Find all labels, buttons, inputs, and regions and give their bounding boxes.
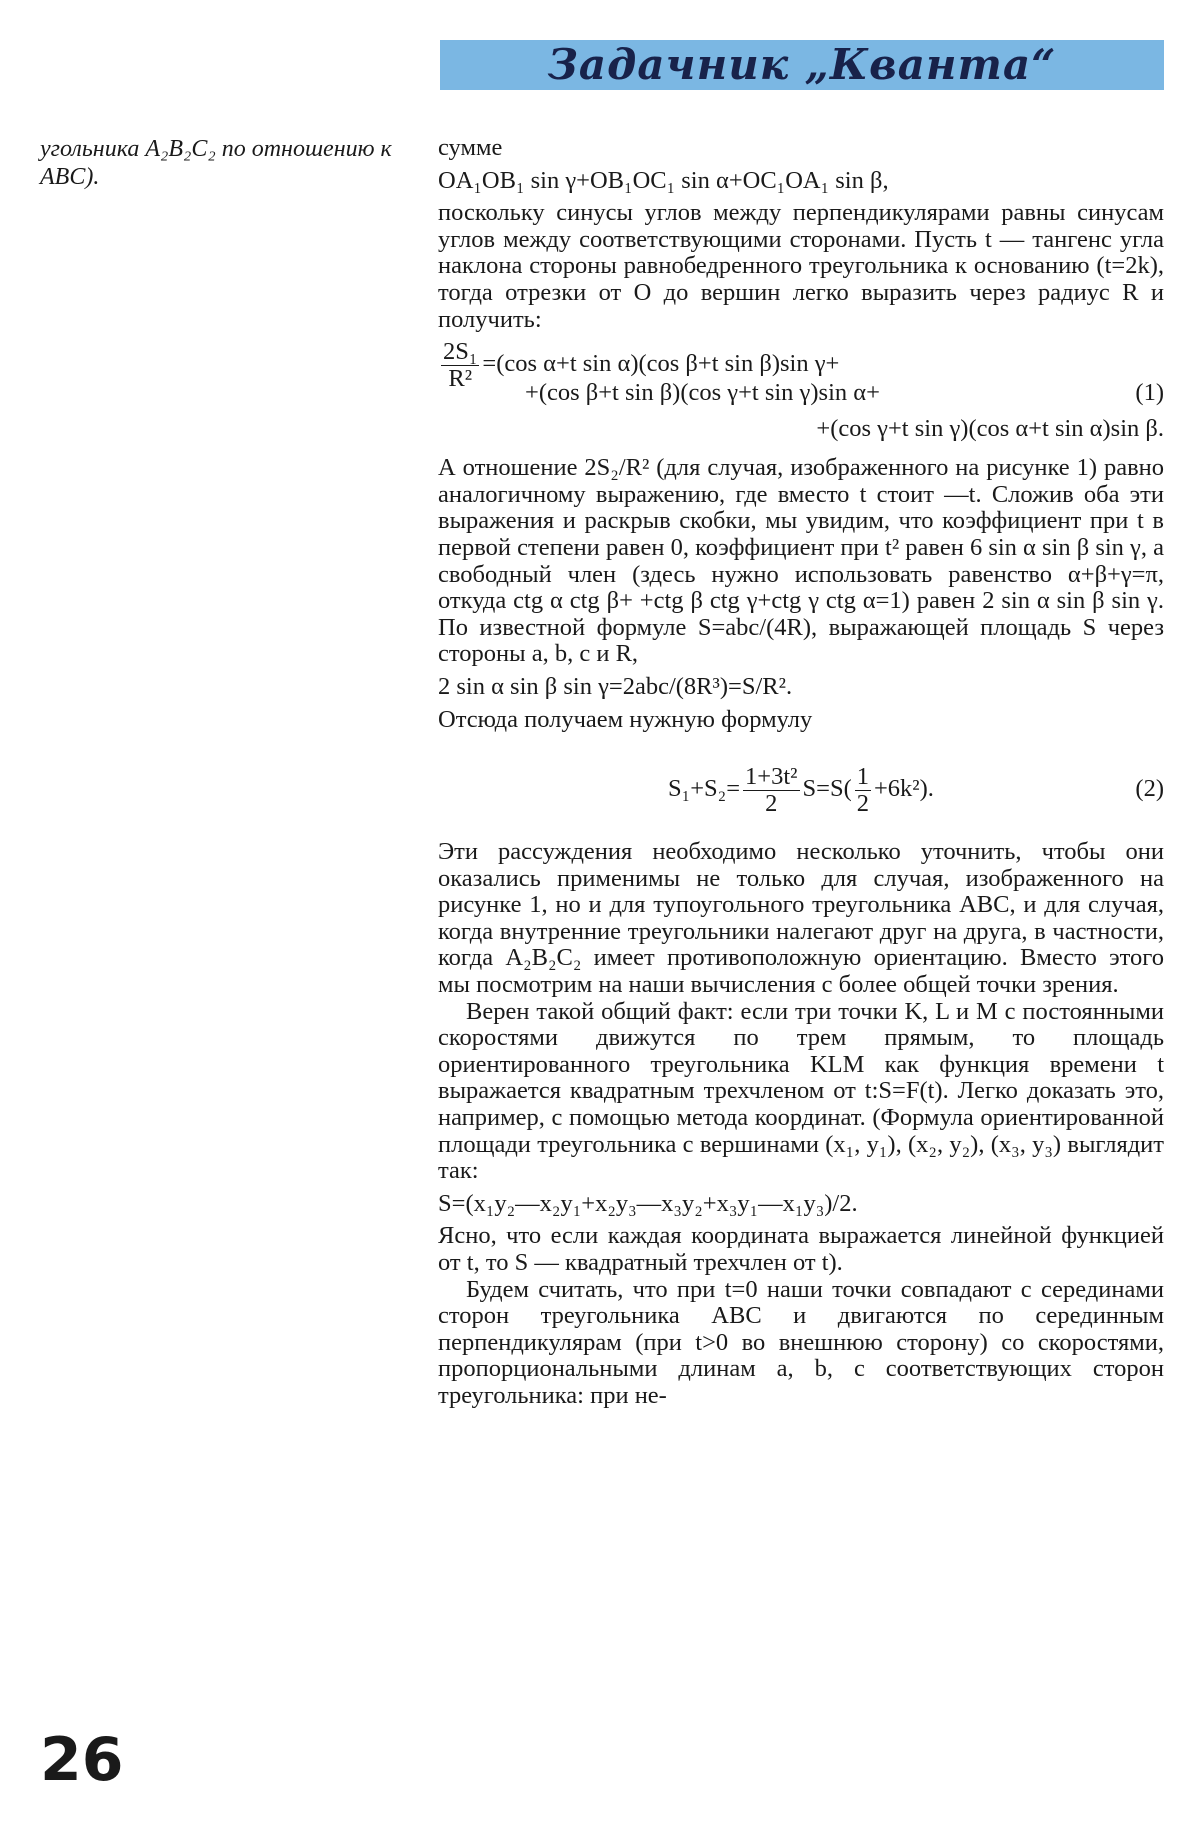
formula-1-line-3-text: +(cos γ+t sin γ)(cos α+t sin α)sin β. (816, 415, 1164, 443)
formula-2-numerator-1: 1+3t² (745, 762, 798, 790)
formula-2-fraction-1 (743, 764, 799, 817)
formula-sum: OA₁OB₁ sin γ+OB₁OC₁ sin α+OC₁OA₁ sin β, (438, 166, 889, 194)
paragraph-4: Эти рассуждения необходимо несколько уточнить, чтобы они оказались применимы не только для случая, изображенного на рисунке 1, но и для тупоугольного треугольника ABC, и для случая, когда внутренние треугольники налегают друг на друга, в частности, когда A₂B₂C₂ имеет противоположную ориентацию. Вместо этого мы посмотрим на наши вычисления с более общей точки зрения. (438, 838, 1164, 999)
formula-2 (438, 757, 1164, 821)
equation-number-1: (1) (1135, 379, 1164, 407)
paragraph-1: поскольку синусы углов между перпендикулярами равны синусам углов между соответствующими сторонами. Пусть t — тангенс угла наклона стороны равнобедренного треугольника к основанию (t=2k), тогда отрезки от O до вершин легко выразить через радиус R и получить: (438, 199, 1164, 333)
section-title: Задачник „Кванта“ (547, 40, 1057, 89)
paragraph-5: Верен такой общий факт: если три точки K, L и M с постоянными скоростями движутся по трем прямым, то площадь ориентированного треугольника KLM как функция времени t выражается квадратным трехчленом от t:S=F(t). Легко доказать это, например, с помощью метода координат. (Формула ориентированной площади треугольника с вершинами (x₁, y₁), (x₂, y₂), (x₃, y₃) выглядит так: (438, 997, 1164, 1185)
formula-1-line-2-text: +(cos β+t sin β)(cos γ+t sin γ)sin α+ (525, 379, 880, 407)
equation-number-2: (2) (1135, 775, 1164, 803)
paragraph-7: Будем считать, что при t=0 наши точки совпадают с серединами сторон треугольника ABC и двигаются по серединным перпендикулярам (при t>0 во внешнюю сторону) со скоростями, пропорциональными длинам a, b, c соответствующих сторон треугольника: при не- (438, 1275, 1164, 1409)
formula-oriented-area: S=(x₁y₂—x₂y₁+x₂y₃—x₃y₂+x₃y₁—x₁y₃)/2. (438, 1189, 858, 1217)
formula-2-lhs: S₁+S₂= (668, 775, 741, 803)
text-column (438, 135, 1164, 1410)
section-banner (440, 40, 1164, 90)
paragraph-3: Отсюда получаем нужную формулу (438, 705, 813, 733)
formula-2-tail: +6k²). (873, 775, 934, 803)
formula-1-line-2 (438, 375, 1164, 411)
paragraph-0: сумме (438, 134, 503, 161)
formula-2-denominator-2: 2 (856, 789, 869, 817)
formula-1-line-1-text: =(cos α+t sin α)(cos β+t sin β)sin γ+ (482, 350, 840, 378)
formula-1-numerator: 2S₁ (443, 338, 478, 366)
paragraph-6: Ясно, что если каждая координата выражается линейной функцией от t, то S — квадратный трехчлен от t). (438, 1222, 1164, 1276)
margin-note: угольника A₂B₂C₂ по отношению к ABC). (40, 136, 392, 190)
formula-1-denominator: R² (448, 365, 473, 393)
formula-1-line-3 (438, 411, 1164, 447)
formula-2-middle: S=S( (802, 775, 852, 803)
formula-2-numerator-2: 1 (856, 762, 869, 790)
page-number: 26 (40, 1725, 124, 1795)
paragraph-2: А отношение 2S₂/R² (для случая, изображенного на рисунке 1) равно аналогичному выражению, где вместо t стоит —t. Сложив оба эти выражения и раскрыв скобки, мы увидим, что коэффициент при t в первой степени равен 0, коэффициент при t² равен 6 sin α sin β sin γ, а свободный член (здесь нужно использовать равенство α+β+γ=π, откуда ctg α ctg β+ +ctg β ctg γ+ctg γ ctg α=1) равен 2 sin α sin β sin γ. По известной формуле S=abc/(4R), выражающей площадь S через стороны a, b, c и R, (438, 454, 1164, 668)
formula-2-denominator-1: 2 (765, 789, 778, 817)
formula-1 (438, 339, 1164, 447)
formula-2-fraction-2 (855, 764, 871, 817)
formula-area: 2 sin α sin β sin γ=2abc/(8R³)=S/R². (438, 672, 793, 700)
